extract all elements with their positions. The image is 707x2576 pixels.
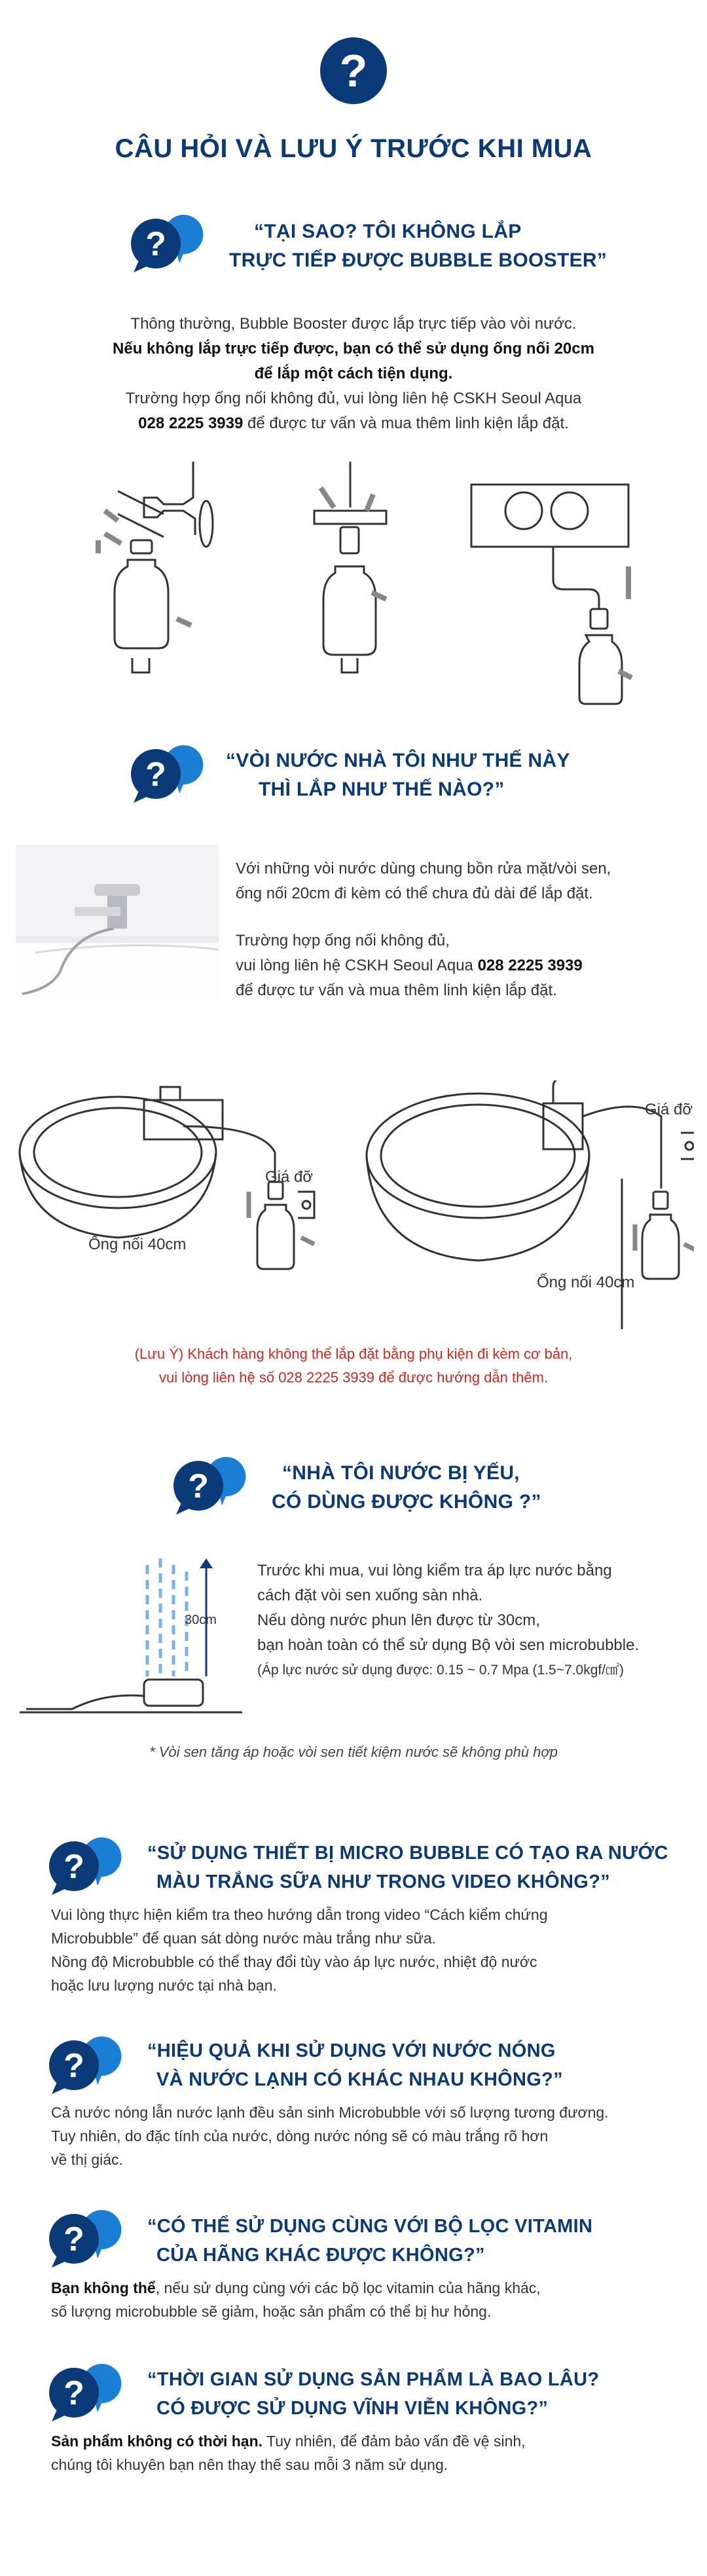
q7-text-1-rest: Tuy nhiên, để đảm bảo vấn đề vệ sinh, [263,2433,526,2450]
faucet-illustration-3 [471,485,632,704]
q4-text-1: Vui lòng thực hiện kiểm tra theo hướng dẫn trong video “Cách kiểm chứng [51,1906,548,1923]
faucet-photo-drawing [16,845,219,1002]
q1-text-5-rest: để được tư vấn và mua thêm linh kiện lắp đặt. [243,414,569,432]
faq-bubble-icon [43,2203,141,2275]
q1-text-2: Nếu không lắp trực tiếp được, bạn có thể sử dụng ống nối 20cm [113,340,594,358]
q7-text-2: chúng tôi khuyên bạn nên thay thế sau mỗi 3 năm sử dụng. [51,2456,448,2473]
q3-text-5: (Áp lực nước sử dụng được: 0.15 ~ 0.7 Mpa (1.5~7.0kgf/㎠) [257,1663,625,1678]
q5-text-1: Cả nước nóng lẫn nước lạnh đều sản sinh Microbubble với số lượng tương đương. [51,2104,609,2121]
q1-title [229,217,622,275]
q5-title-line2: VÀ NƯỚC LẠNH CÓ KHÁC NHAU KHÔNG?” [156,2069,563,2090]
q3-text-1: Trước khi mua, vui lòng kiểm tra áp lực nước bằng [257,1562,612,1579]
q1-illustrations [79,462,642,717]
q2-note [0,1342,707,1389]
q2-text-3: Trường hợp ống nối không đủ, [236,932,450,949]
q1-title-line2: TRỰC TIẾP ĐƯỢC BUBBLE BOOSTER” [229,249,607,271]
page-title: CÂU HỎI VÀ LƯU Ý TRƯỚC KHI MUA [115,134,592,163]
height-label: 30cm [185,1613,217,1627]
faucet-illustration-2 [314,462,386,672]
q6-paragraph [51,2276,693,2323]
q7-paragraph [51,2429,693,2476]
q4-text-4: hoặc lưu lượng nước tại nhà bạn. [51,1977,277,1994]
label-bracket-right: Giá đỡ [645,1101,693,1118]
q6-text-1-bold: Bạn không thể [51,2279,156,2296]
svg-text:?: ? [63,2220,84,2258]
q7-text-1-bold: Sản phẩm không có thời hạn. [51,2433,263,2450]
q6-title [147,2212,684,2270]
q3-text-2: cách đặt vòi sen xuống sàn nhà. [257,1587,483,1604]
q4-text-2: Microbubble” để quan sát dòng nước màu trắng như sữa. [51,1930,437,1947]
q1-text-4: Trường hợp ống nối không đủ, vui lòng liên hệ CSKH Seoul Aqua [125,390,582,407]
q4-title-line1: “SỬ DỤNG THIẾT BỊ MICRO BUBBLE CÓ TẠO RA NƯỚC [147,1843,668,1864]
q2-title-line2: THÌ LẮP NHƯ THẾ NÀO?” [259,779,505,800]
q5-title-line1: “HIỆU QUẢ KHI SỬ DỤNG VỚI NƯỚC NÓNG [147,2040,556,2061]
faq-bubble-icon [124,208,223,280]
faq-bubble-icon [43,2357,141,2429]
q6-title-line1: “CÓ THỂ SỬ DỤNG CÙNG VỚI BỘ LỌC VITAMIN [147,2216,593,2237]
q3-footnote: * Vòi sen tăng áp hoặc vòi sen tiết kiệm nước sẽ không phù hợp [149,1744,558,1760]
q6-text-1 [51,2276,693,2300]
q5-text-2: Tuy nhiên, do đặc tính của nước, dòng nước nóng sẽ có màu trắng rõ hơn [51,2127,549,2144]
q2-text-5: để được tư vấn và mua thêm linh kiện lắp đặt. [236,982,557,999]
svg-text:?: ? [339,45,368,96]
svg-text:?: ? [145,756,166,794]
q1-title-line1: “TẠI SAO? TÔI KHÔNG LẮP [254,221,522,242]
water-jets [147,1558,187,1676]
q4-paragraph [51,1903,693,1997]
q3-text-3: Nếu dòng nước phun lên được từ 30cm, [257,1611,540,1629]
q4-text-3: Nồng độ Microbubble có thể thay đổi tùy vào áp lực nước, nhiệt độ nước [51,1953,537,1970]
q2-phone: 028 2225 3939 [477,957,583,974]
q2-text-1: Với những vòi nước dùng chung bồn rửa mặt/vòi sen, [236,860,611,877]
faq-bubble-icon [43,1831,141,1903]
q6-title-line2: CỦA HÃNG KHÁC ĐƯỢC KHÔNG?” [156,2245,485,2266]
question-circle-icon [319,36,388,105]
q2-note-line1: (Lưu Ý) Khách hàng không thể lắp đặt bằng phụ kiện đi kèm cơ bản, [134,1346,573,1362]
q1-paragraph [0,312,707,436]
faq-bubble-icon [167,1450,265,1522]
q4-title [147,1839,697,1896]
q5-title [147,2036,684,2094]
q3-title [272,1459,599,1517]
svg-text:?: ? [188,1467,209,1505]
q6-text-1-rest: , nếu sử dụng cùng với các bộ lọc vitamin của hãng khác, [155,2279,541,2296]
q7-title-line1: “THỜI GIAN SỬ DỤNG SẢN PHẨM LÀ BAO LÂU? [147,2369,600,2390]
label-pipe-right: Ống nối 40cm [537,1274,635,1291]
svg-text:?: ? [63,2374,84,2412]
svg-text:?: ? [145,225,166,263]
q6-text-2: số lượng microbubble sẽ giảm, hoặc sản phẩm có thể bị hư hỏng. [51,2303,492,2320]
faucet-illustration-1 [98,462,213,672]
faucet-photo [16,845,219,1002]
header-question-icon [319,36,388,105]
q2-sink-illustrations [13,1080,694,1329]
q1-text-1: Thông thường, Bubble Booster được lắp trực tiếp vào vòi nước. [130,315,577,333]
q3-title-line1: “NHÀ TÔI NƯỚC BỊ YẾU, [282,1462,520,1484]
q7-text-1 [51,2429,693,2453]
svg-text:?: ? [63,2047,84,2085]
q2-text-4-pre: vui lòng liên hệ CSKH Seoul Aqua [236,957,478,974]
q7-title-line2: CÓ ĐƯỢC SỬ DỤNG VĨNH VIỄN KHÔNG?” [156,2398,549,2419]
q2-title-line1: “VÒI NƯỚC NHÀ TÔI NHƯ THẾ NÀY [226,750,570,771]
q2-text-2: ống nối 20cm đi kèm có thể chưa đủ dài để lắp đặt. [236,885,593,902]
q5-paragraph [51,2101,693,2171]
label-bracket-left: Giá đỡ [265,1168,314,1186]
q2-title [226,746,632,804]
shower-pressure-illustration [13,1545,249,1722]
q3-paragraph [257,1558,702,1683]
q5-text-3: về thị giác. [51,2151,123,2168]
q1-phone: 028 2225 3939 [138,414,244,432]
faq-bubble-icon [43,2030,141,2102]
q7-title [147,2365,684,2423]
q4-title-line2: MÀU TRẮNG SỮA NHƯ TRONG VIDEO KHÔNG?” [156,1871,610,1892]
q2-paragraph [236,856,681,1003]
faq-bubble-icon [124,739,223,811]
label-pipe-left: Ống nối 40cm [88,1236,187,1253]
q2-note-line2: vui lòng liên hệ số 028 2225 3939 để được hướng dẫn thêm. [158,1369,549,1386]
q1-text-5 [0,411,707,436]
q3-title-line2: CÓ DÙNG ĐƯỢC KHÔNG ?” [272,1491,541,1513]
q2-text-4 [236,953,681,978]
q1-text-3: để lắp một cách tiện dụng. [254,365,453,382]
svg-text:?: ? [63,1848,84,1886]
q3-text-4: bạn hoàn toàn có thể sử dụng Bộ vòi sen microbubble. [257,1636,640,1654]
